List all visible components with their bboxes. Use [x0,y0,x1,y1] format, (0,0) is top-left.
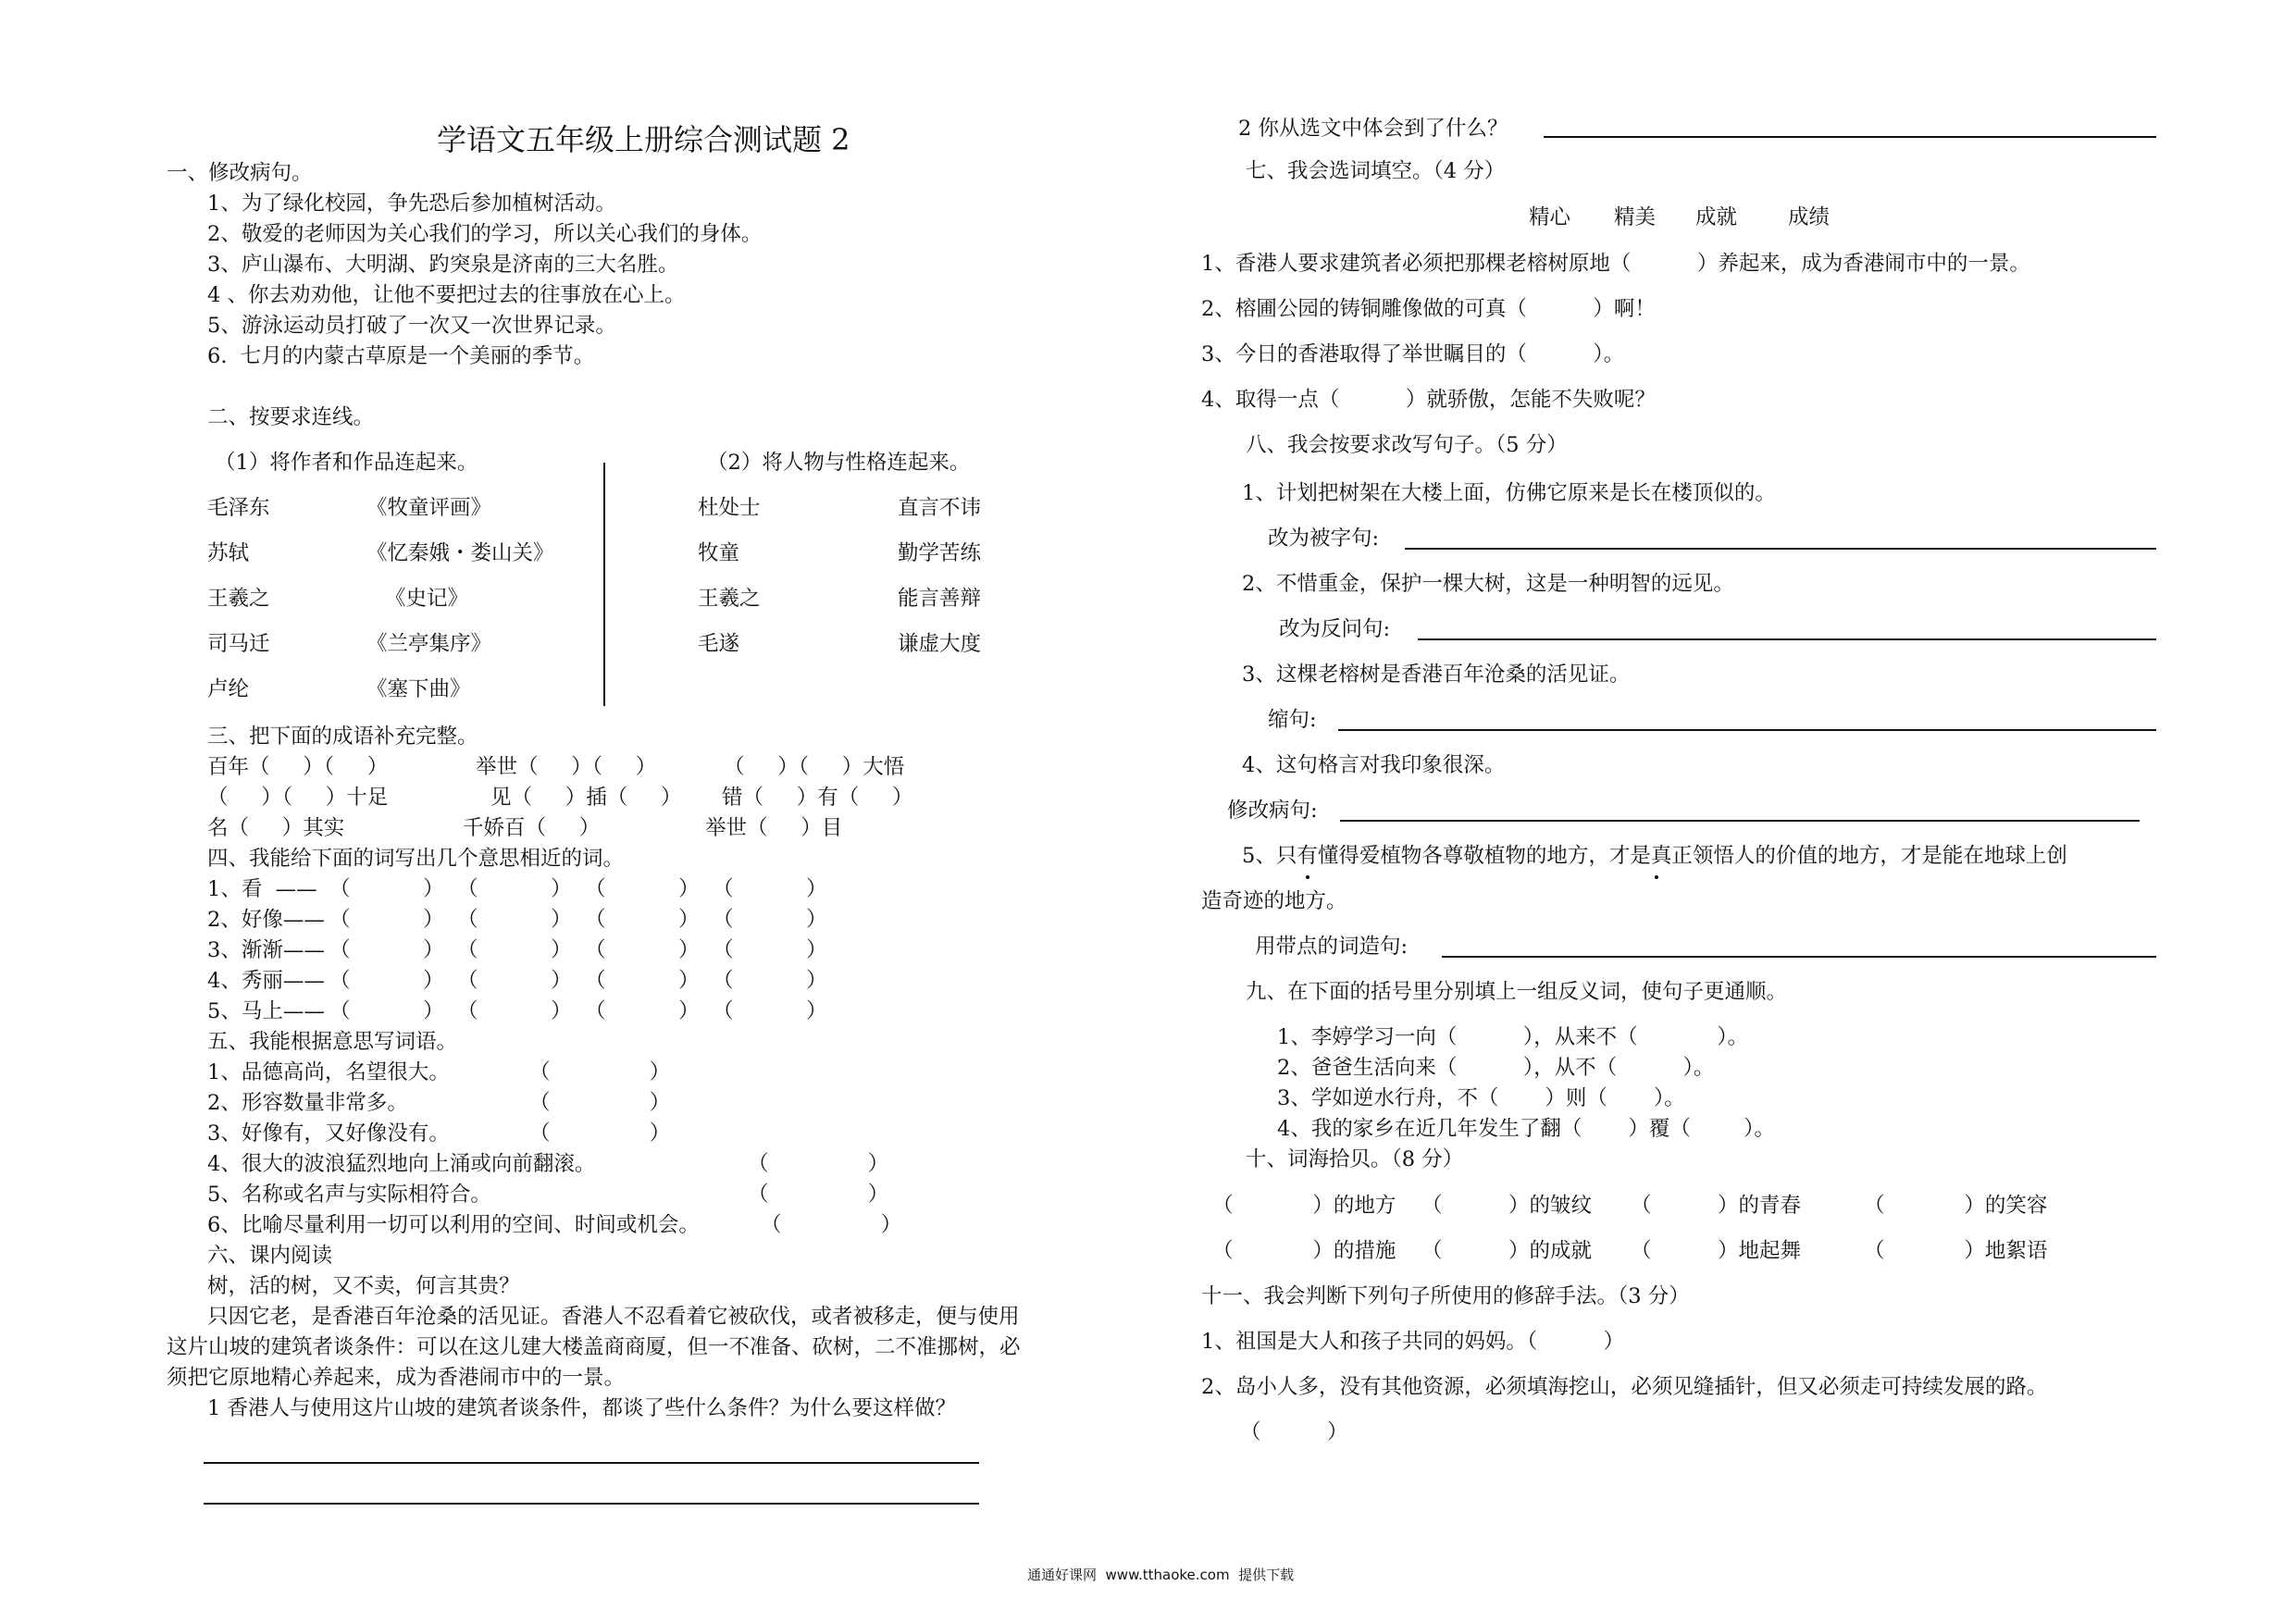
reading-question-2: 2 你从选文中体会到了什么？ [1238,117,1508,141]
synonym-blank[interactable]: （ ） [713,969,827,993]
synonym-blank[interactable]: （ ） [457,969,572,993]
section-11-heading: 十一、我会判断下列句子所使用的修辞手法。（3 分） [1201,1284,1690,1308]
word-choice: 精美 [1614,205,1657,229]
synonym-blank[interactable]: （ ） [457,877,572,901]
reading-line: 这片山坡的建筑者谈条件：可以在这儿建大楼盖商商厦，但一不准备、砍树，二不准挪树，必 [167,1335,1021,1359]
s7-item[interactable]: 2、榕圃公园的铸铜雕像做的可真（ ）啊！ [1201,297,1656,321]
s11-item[interactable]: 1、祖国是大人和孩子共同的妈妈。（ ） [1201,1330,1625,1354]
synonym-word: 3、渐渐—— [207,938,325,962]
s1-item: 6. 七月的内蒙古草原是一个美丽的季节。 [207,344,595,368]
s5-answer-blank[interactable]: （ ） [761,1213,902,1237]
s9-item[interactable]: 3、学如逆水行舟，不（ ）则（ ）。 [1277,1086,1685,1110]
phrase-blank[interactable]: （ ）的皱纹 [1421,1194,1593,1218]
s7-item[interactable]: 4、取得一点（ ）就骄傲，怎能不失败呢？ [1201,388,1656,412]
trait: 勤学苦练 [898,541,982,565]
s7-item[interactable]: 1、香港人要求建筑者必须把那棵老榕树原地（ ）养起来，成为香港闹市中的一景。 [1201,252,2030,276]
synonym-blank[interactable]: （ ） [713,877,827,901]
trait: 谦虚大度 [898,632,982,656]
phrase-blank[interactable]: （ ）的成就 [1421,1239,1593,1263]
person: 杜处士 [698,496,761,520]
section-6-heading: 六、课内阅读 [207,1244,333,1268]
page-footer: 通通好课网 www.tthaoke.com 提供下载 [1027,1567,1295,1583]
reading-line: 须把它原地精心养起来，成为香港闹市中的一景。 [167,1366,626,1390]
synonym-blank[interactable]: （ ） [585,969,700,993]
s1-item: 2、敬爱的老师因为关心我们的学习，所以关心我们的身体。 [207,222,763,246]
reading-question: 1 香港人与使用这片山坡的建筑者谈条件，都谈了些什么条件？为什么要这样做？ [207,1396,956,1420]
section-5-heading: 五、我能根据意思写词语。 [207,1030,458,1054]
synonym-blank[interactable]: （ ） [585,999,700,1023]
person: 王羲之 [698,587,761,611]
s5-answer-blank[interactable]: （ ） [529,1091,671,1115]
author: 卢纶 [207,677,250,701]
synonym-blank[interactable]: （ ） [457,938,572,962]
idiom[interactable]: （ ）（ ）十足 [207,786,389,810]
synonym-blank[interactable]: （ ） [457,908,572,932]
idiom[interactable]: 举世（ ）目 [705,816,843,840]
s8-answer-label: 缩句: [1268,708,1317,732]
s8-question: 4、这句格言对我印象很深。 [1242,753,1506,777]
s8-answer-label: 改为被字句: [1268,527,1380,551]
phrase-blank[interactable]: （ ）地起舞 [1631,1239,1802,1263]
synonym-word: 5、马上—— [207,999,325,1023]
s8-question: 造奇迹的地方。 [1201,889,1347,913]
s8-question: 3、这棵老榕树是香港百年沧桑的活见证。 [1242,663,1631,687]
person: 毛遂 [698,632,740,656]
phrase-blank[interactable]: （ ）的地方 [1212,1194,1396,1218]
section-9-heading: 九、在下面的括号里分别填上一组反义词，使句子更通顺。 [1246,980,1788,1004]
answer-line[interactable] [1405,548,2156,550]
idiom[interactable]: 千娇百（ ） [463,816,601,840]
s11-item: 2、岛小人多，没有其他资源，必须填海挖山，必须见缝插针，但又必须走可持续发展的路。 [1201,1375,2048,1399]
section-7-heading: 七、我会选词填空。（4 分） [1246,159,1506,183]
phrase-blank[interactable]: （ ）地絮语 [1864,1239,2048,1263]
s1-item: 4 、你去劝劝他，让他不要把过去的往事放在心上。 [207,283,686,307]
s5-item: 6、比喻尽量利用一切可以利用的空间、时间或机会。 [207,1213,700,1237]
word-choice: 成就 [1695,205,1738,229]
s5-item: 2、形容数量非常多。 [207,1091,408,1115]
answer-line[interactable] [1544,136,2156,138]
section-3-heading: 三、把下面的成语补充完整。 [207,725,478,749]
synonym-blank[interactable]: （ ） [713,938,827,962]
matching-divider [603,463,605,706]
idiom[interactable]: （ ）（ ）大悟 [724,755,905,779]
author: 苏轼 [207,541,250,565]
phrase-blank[interactable]: （ ）的措施 [1212,1239,1396,1263]
s5-item: 5、名称或名声与实际相符合。 [207,1183,491,1207]
matching-sub2: （2）将人物与性格连起来。 [707,451,971,475]
s5-item: 3、好像有，又好像没有。 [207,1121,450,1146]
s8-answer-label: 修改病句: [1227,799,1318,823]
section-4-heading: 四、我能给下面的词写出几个意思相近的词。 [207,847,625,871]
work: 《忆秦娥・娄山关》 [366,541,554,565]
synonym-blank[interactable]: （ ） [329,969,444,993]
answer-line[interactable] [204,1462,979,1464]
matching-sub1: （1）将作者和作品连起来。 [215,451,478,475]
synonym-blank[interactable]: （ ） [713,908,827,932]
answer-line[interactable] [1442,956,2156,958]
s5-item: 4、很大的波浪猛烈地向上涌或向前翻滚。 [207,1152,596,1176]
synonym-blank[interactable]: （ ） [329,908,444,932]
section-8-heading: 八、我会按要求改写句子。（5 分） [1246,433,1568,457]
author: 王羲之 [207,587,270,611]
reading-line: 树，活的树，又不卖，何言其贵？ [207,1274,520,1298]
synonym-blank[interactable]: （ ） [329,999,444,1023]
reading-line: 只因它老，是香港百年沧桑的活见证。香港人不忍看着它被砍伐，或者被移走，便与使用 [207,1305,1020,1329]
synonym-word: 4、秀丽—— [207,969,325,993]
work: 《兰亭集序》 [366,632,492,656]
phrase-blank[interactable]: （ ）的青春 [1631,1194,1802,1218]
s1-item: 5、游泳运动员打破了一次又一次世界记录。 [207,314,616,338]
s5-item: 1、品德高尚，名望很大。 [207,1060,450,1084]
trait: 直言不讳 [898,496,982,520]
section-1-heading: 一、修改病句。 [167,161,313,185]
page-title: 学语文五年级上册综合测试题 2 [437,122,850,157]
synonym-blank[interactable]: （ ） [713,999,827,1023]
synonym-blank[interactable]: （ ） [457,999,572,1023]
answer-line[interactable] [1418,638,2156,640]
section-10-heading: 十、词海拾贝。（8 分） [1246,1147,1464,1171]
s8-question: 5、只有懂得爱植物各尊敬植物的地方，才是真正领悟人的价值的地方，才是能在地球上创 [1242,844,2067,868]
synonym-blank[interactable]: （ ） [585,938,700,962]
idiom[interactable]: 错（ ）有（ ） [722,786,913,810]
idiom[interactable]: 名（ ）其实 [207,816,345,840]
answer-line[interactable] [204,1503,979,1505]
answer-line[interactable] [1338,729,2156,731]
synonym-blank[interactable]: （ ） [585,908,700,932]
author: 毛泽东 [207,496,270,520]
word-choice: 精心 [1529,205,1571,229]
s8-answer-label: 用带点的词造句: [1255,935,1409,959]
s5-answer-blank[interactable]: （ ） [529,1121,671,1146]
s5-answer-blank[interactable]: （ ） [529,1060,671,1084]
synonym-word: 1、看 —— [207,877,317,901]
s1-item: 3、庐山瀑布、大明湖、趵突泉是济南的三大名胜。 [207,253,679,277]
idiom[interactable]: 举世（ ）（ ） [476,755,657,779]
s9-item[interactable]: 1、李婷学习一向（ ），从来不（ ）。 [1277,1025,1749,1049]
word-choice: 成绩 [1788,205,1831,229]
author: 司马迁 [207,632,270,656]
synonym-blank[interactable]: （ ） [585,877,700,901]
work: 《牧童评画》 [366,496,492,520]
s8-answer-label: 改为反问句: [1279,617,1391,641]
s8-question: 1、计划把树架在大楼上面，仿佛它原来是长在楼顶似的。 [1242,481,1776,505]
s5-answer-blank[interactable]: （ ） [748,1183,889,1207]
work: 《史记》 [385,587,469,611]
s9-item[interactable]: 2、爸爸生活向来（ ），从不（ ）。 [1277,1056,1715,1080]
answer-line[interactable] [1340,820,2140,822]
person: 牧童 [698,541,740,565]
work: 《塞下曲》 [366,677,471,701]
idiom[interactable]: 见（ ）插（ ） [490,786,682,810]
s8-question: 2、不惜重金，保护一棵大树，这是一种明智的远见。 [1242,572,1734,596]
s11-answer-blank[interactable]: （ ） [1240,1420,1348,1444]
s9-item[interactable]: 4、我的家乡在近几年发生了翻（ ）覆（ ）。 [1277,1117,1775,1141]
synonym-blank[interactable]: （ ） [329,877,444,901]
emphasis-dot [1655,875,1658,879]
section-2-heading: 二、按要求连线。 [207,405,375,429]
trait: 能言善辩 [898,587,982,611]
synonym-word: 2、好像—— [207,908,325,932]
s5-answer-blank[interactable]: （ ） [748,1152,889,1176]
s1-item: 1、为了绿化校园，争先恐后参加植树活动。 [207,192,616,216]
synonym-blank[interactable]: （ ） [329,938,444,962]
phrase-blank[interactable]: （ ）的笑容 [1864,1194,2048,1218]
idiom[interactable]: 百年（ ）（ ） [207,755,389,779]
s7-item[interactable]: 3、今日的香港取得了举世瞩目的（ ）。 [1201,342,1625,366]
emphasis-dot [1306,875,1309,879]
